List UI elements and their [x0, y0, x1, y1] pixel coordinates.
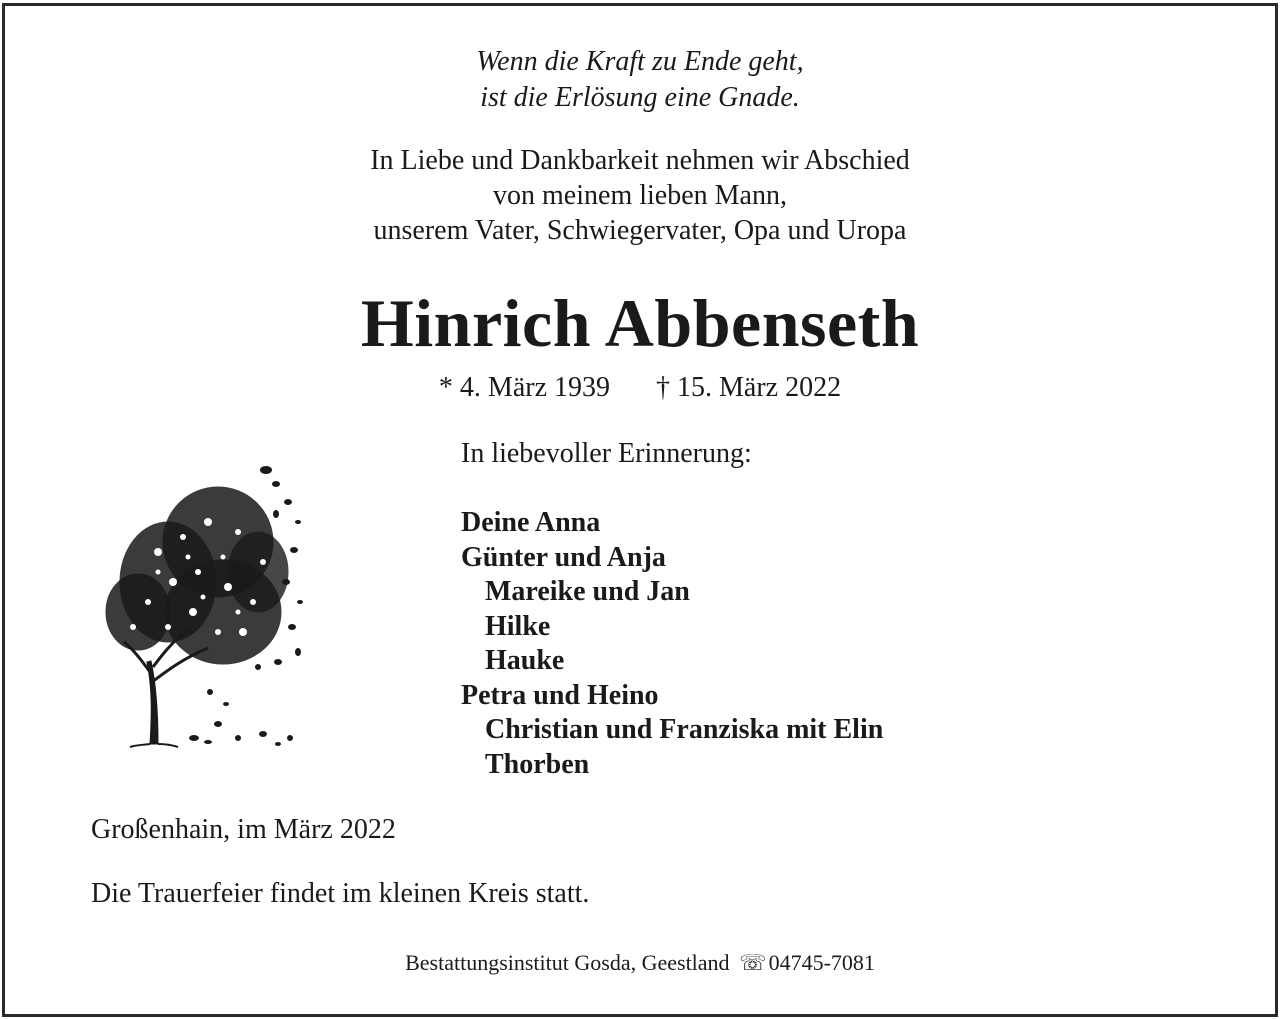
death-date: † 15. März 2022 [656, 372, 842, 403]
deceased-name: Hinrich Abbenseth [360, 285, 920, 361]
service-note: Die Trauerfeier findet im kleinen Kreis statt. [91, 878, 590, 909]
memory-heading: In liebevoller Erinnerung: [461, 438, 752, 469]
mourner-entry: Deine Anna [461, 507, 601, 538]
intro-text [0, 143, 1280, 248]
mourner-entry: Petra und Heino [461, 679, 659, 711]
phone-icon: ☏ [739, 950, 767, 975]
mourner-entry: Christian und Franziska mit Elin [485, 714, 884, 745]
motto [0, 44, 1280, 116]
tree-icon [98, 462, 310, 748]
mourners-list [461, 506, 883, 782]
mourner-entry: Hauke [485, 645, 565, 676]
intro-line-2: von meinem lieben Mann, [493, 180, 787, 211]
birth-date: * 4. März 1939 [438, 372, 610, 403]
motto-line-2: ist die Erlösung eine Gnade. [480, 82, 800, 113]
mourner-entry: Mareike und Jan [485, 576, 690, 607]
undertaker-phone: 04745-7081 [768, 950, 875, 975]
intro-line-1: In Liebe und Dankbarkeit nehmen wir Abschied [370, 145, 910, 176]
undertaker-line [0, 948, 1280, 978]
mourner-entry: Günter und Anja [461, 541, 666, 573]
undertaker-name: Bestattungsinstitut Gosda, Geestland [405, 950, 730, 975]
motto-line-1: Wenn die Kraft zu Ende geht, [476, 46, 804, 77]
mourner-entry: Thorben [485, 748, 590, 780]
intro-line-3: unserem Vater, Schwiegervater, Opa und Uropa [373, 215, 907, 246]
mourner-entry: Hilke [485, 610, 551, 642]
life-dates [0, 370, 1280, 406]
place-and-date: Großenhain, im März 2022 [91, 814, 396, 845]
